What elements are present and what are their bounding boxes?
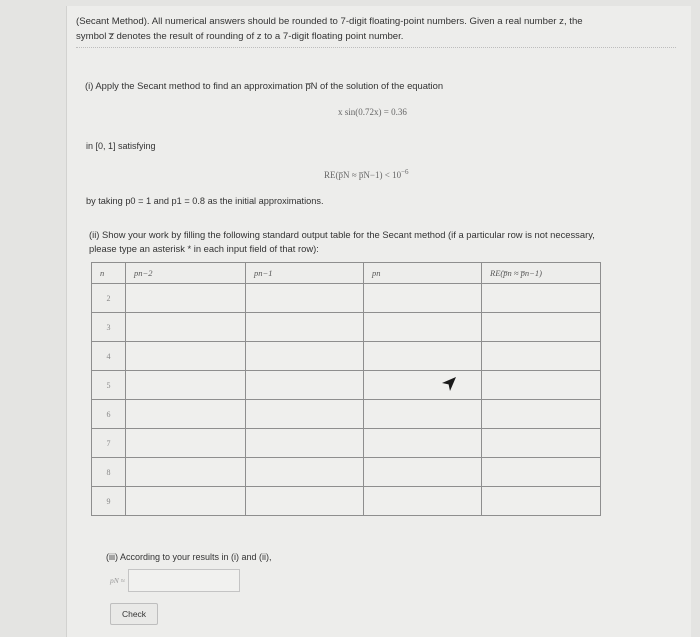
table-cell [126,371,246,400]
input-pn-1[interactable] [246,430,363,456]
table-row [92,400,601,429]
header-relative-error: RE(p̅n ≈ p̅n−1) [482,263,601,284]
table-cell [246,487,364,516]
check-button[interactable]: Check [110,603,158,625]
input-pn[interactable] [364,401,481,427]
input-pn-2[interactable] [126,430,245,456]
row-n-value: 4 [92,342,126,371]
input-pn-2[interactable] [126,372,245,398]
input-pn-1[interactable] [246,343,363,369]
mouse-pointer-icon [440,374,458,392]
input-pn-1[interactable] [246,372,363,398]
pn-label: pN ≈ [110,576,125,585]
input-pn[interactable] [364,343,481,369]
table-cell [246,342,364,371]
part-iii-prompt: (iii) According to your results in (i) and (ii), [106,552,272,562]
table-cell [246,458,364,487]
criterion-exponent: −6 [401,168,409,176]
input-re[interactable] [482,459,600,485]
part-ii-prompt: (ii) Show your work by filling the following standard output table for the Secant method (if a particular row is not necessary, please type an asterisk * in each input field of that row): [89,229,595,254]
table-cell [482,284,601,313]
table-cell [246,429,364,458]
input-pn[interactable] [364,285,481,311]
table-cell [126,342,246,371]
input-re[interactable] [482,343,600,369]
input-pn-2[interactable] [126,459,245,485]
input-pn-1[interactable] [246,459,363,485]
input-re[interactable] [482,372,600,398]
criterion-text: RE(p̅N ≈ p̅N−1) < 10 [324,170,402,180]
intro-line-2: symbol z̅ denotes the result of rounding of z to a 7-digit floating point number. [76,31,404,42]
table-cell [126,400,246,429]
equation: x sin(0.72x) = 0.36 [338,107,407,117]
input-pn-1[interactable] [246,285,363,311]
input-pn-2[interactable] [126,314,245,340]
input-re[interactable] [482,285,600,311]
input-pn-2[interactable] [126,285,245,311]
table-cell [246,284,364,313]
input-pn-1[interactable] [246,314,363,340]
table-row [92,487,601,516]
table-cell [126,429,246,458]
table-cell [364,342,482,371]
header-pn-1: pn−1 [246,263,364,284]
header-pn: pn [364,263,482,284]
input-pn-2[interactable] [126,343,245,369]
table-cell [482,342,601,371]
table-cell [364,371,482,400]
table-cell [482,429,601,458]
stopping-criterion [324,168,409,180]
header-n: n [92,263,126,284]
input-pn[interactable] [364,459,481,485]
input-re[interactable] [482,488,600,514]
input-pn[interactable] [364,314,481,340]
question-intro [76,14,676,48]
table-cell [482,371,601,400]
part-i-prompt: (i) Apply the Secant method to find an approximation p̅N of the solution of the equation [85,80,444,91]
input-pn-2[interactable] [126,401,245,427]
table-row [92,371,601,400]
table-row [92,284,601,313]
table-row [92,429,601,458]
table-cell [246,313,364,342]
table-cell [246,400,364,429]
input-pn-2[interactable] [126,488,245,514]
input-pn[interactable] [364,430,481,456]
row-n-value: 5 [92,371,126,400]
table-cell [126,284,246,313]
interval-text: in [0, 1] satisfying [86,141,156,151]
table-cell [364,487,482,516]
table-cell [364,458,482,487]
input-pn-1[interactable] [246,488,363,514]
table-row [92,342,601,371]
row-n-value: 9 [92,487,126,516]
table-cell [482,458,601,487]
table-cell [482,487,601,516]
input-re[interactable] [482,314,600,340]
table-cell [482,313,601,342]
row-n-value: 6 [92,400,126,429]
table-row [92,458,601,487]
secant-output-table [91,262,601,516]
input-pn[interactable] [364,372,481,398]
input-pn-1[interactable] [246,401,363,427]
table-cell [364,429,482,458]
table-cell [126,313,246,342]
header-pn-2: pn−2 [126,263,246,284]
table-cell [364,284,482,313]
row-n-value: 3 [92,313,126,342]
table-cell [364,313,482,342]
initial-approximations: by taking p0 = 1 and p1 = 0.8 as the initial approximations. [86,196,324,206]
input-pn[interactable] [364,488,481,514]
row-n-value: 8 [92,458,126,487]
table-cell [482,400,601,429]
table-row [92,313,601,342]
row-n-value: 7 [92,429,126,458]
table-cell [126,458,246,487]
input-re[interactable] [482,430,600,456]
pn-answer-input[interactable] [128,569,240,592]
table-cell [246,371,364,400]
input-re[interactable] [482,401,600,427]
table-header-row [92,263,601,284]
row-n-value: 2 [92,284,126,313]
intro-line-1: (Secant Method). All numerical answers should be rounded to 7-digit floating-point numbers. Given a real number z, the [76,16,583,27]
table-cell [364,400,482,429]
table-cell [126,487,246,516]
